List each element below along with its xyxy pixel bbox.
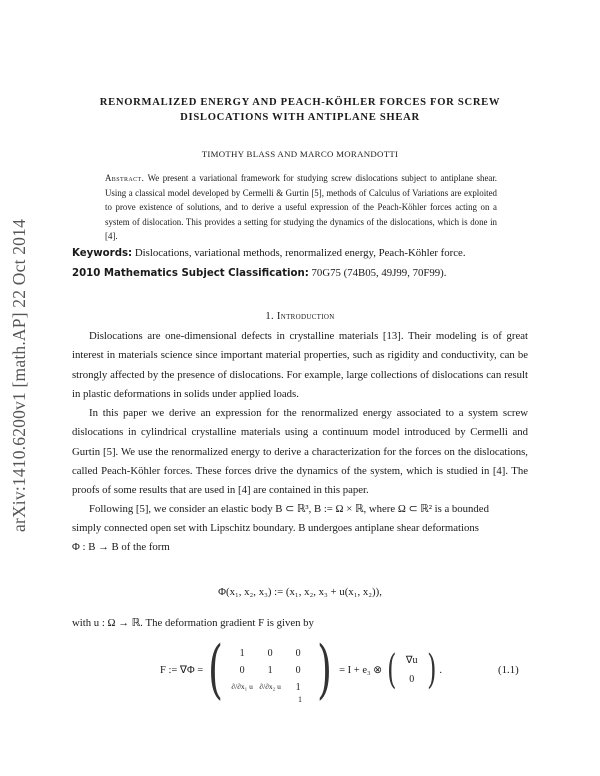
paragraph-2: In this paper we derive an expression for the renormalized energy associated to a system screw dislocations in cylindrical crystalline materials using a continuum model introduced by Cermelli and Gurtin [5]. We use the renormalized energy to derive a characterization for the forces on the dislocations, called Peach-Köhler forces. These forces drive the dynamics of the system, which is studied in [4]. The proofs of some results that are used in [4] are contained in this paper. <box>72 407 528 497</box>
keywords <box>72 247 532 259</box>
matrix-cell: 1 <box>295 681 301 693</box>
matrix-cell: 0 <box>295 647 301 659</box>
abstract-text: We present a variational framework for studying screw dislocations subject to antiplane shear. Using a classical model developed by Cermelli & Gurtin [5], methods of Calculus of Variations are exploited to prove existence of solutions, and to derive a useful expression of the Peach-Köhler forces acting on a system of dislocation. This provides a setting for studying the dynamics of the dislocations, which is done in [4]. <box>105 173 498 241</box>
matrix-cell: ∂/∂x₁ u <box>231 681 253 691</box>
msc-classification <box>72 267 532 279</box>
section-number: 1. <box>265 311 274 322</box>
matrix-cell: ∂/∂x₂ u <box>259 681 281 691</box>
eq-mid: = I + e₃ ⊗ <box>339 665 383 676</box>
abstract-label: Abstract. <box>105 173 145 183</box>
gradient-vector <box>400 655 424 685</box>
section-title: Introduction <box>276 311 335 322</box>
paragraph-1: Dislocations are one-dimensional defects in crystalline materials [13]. Their modeling is of great interest in materials science since important material properties, such as rigidity and conductivity, can be strongly affected by the presence of dislocations. For example, large collections of dislocations can result in plastic deformations in solids under applied loads. <box>72 330 528 400</box>
vector-cell: 0 <box>409 674 415 685</box>
keywords-label: Keywords: <box>72 248 133 259</box>
arxiv-identifier: arXiv:1410.6200v1 [math.AP] 22 Oct 2014 <box>9 218 30 532</box>
matrix-cell: 0 <box>295 664 301 676</box>
abstract <box>105 171 497 244</box>
paper-title <box>60 95 540 125</box>
keywords-text: Dislocations, variational methods, renormalized energy, Peach-Köhler force. <box>134 247 466 259</box>
title-line-1: RENORMALIZED ENERGY AND PEACH-KÖHLER FORCES FOR SCREW <box>99 97 501 108</box>
title-line-2: DISLOCATIONS WITH ANTIPLANE SHEAR <box>180 112 420 123</box>
authors: TIMOTHY BLASS AND MARCO MORANDOTTI <box>201 149 399 159</box>
matrix-cell: 0 <box>267 647 273 659</box>
page-number: 1 <box>298 695 302 704</box>
msc-text: 70G75 (74B05, 49J99, 70F99). <box>311 267 447 279</box>
msc-label: 2010 Mathematics Subject Classification: <box>72 268 309 279</box>
matrix-cell: 1 <box>267 664 273 676</box>
matrix-cell: 1 <box>239 647 245 659</box>
matrix-cell: 0 <box>239 664 245 676</box>
paragraph-3-line-2: simply connected open set with Lipschitz boundary. B undergoes antiplane shear deformations <box>72 522 479 534</box>
vector-cell: ∇u <box>405 655 418 666</box>
vector-left-paren: ( <box>387 647 397 693</box>
equation-number: (1.1) <box>498 664 519 676</box>
left-paren: ( <box>208 633 224 707</box>
section-heading <box>72 311 528 322</box>
paragraph-3 <box>72 500 528 519</box>
gradient-matrix <box>228 648 312 693</box>
paragraph-3-line-1: Following [5], we consider an elastic body B ⊂ ℝ³, B := Ω × ℝ, where Ω ⊂ ℝ² is a bounded <box>89 503 489 515</box>
vector-right-paren: ) <box>426 647 437 693</box>
eq-end: . <box>439 664 442 676</box>
equation-phi: Φ(x₁, x₂, x₃) := (x₁, x₂, x₃ + u(x₁, x₂)), <box>218 586 382 598</box>
right-paren: ) <box>317 633 333 707</box>
paragraph-3-line-3: Φ : B → B of the form <box>72 541 170 554</box>
equation-deformation-gradient <box>160 633 442 707</box>
paragraph-3-cont <box>72 519 528 558</box>
paragraph-4: with u : Ω → ℝ. The deformation gradient F is given by <box>72 617 314 629</box>
eq-lhs: F := ∇Φ = <box>160 665 204 676</box>
